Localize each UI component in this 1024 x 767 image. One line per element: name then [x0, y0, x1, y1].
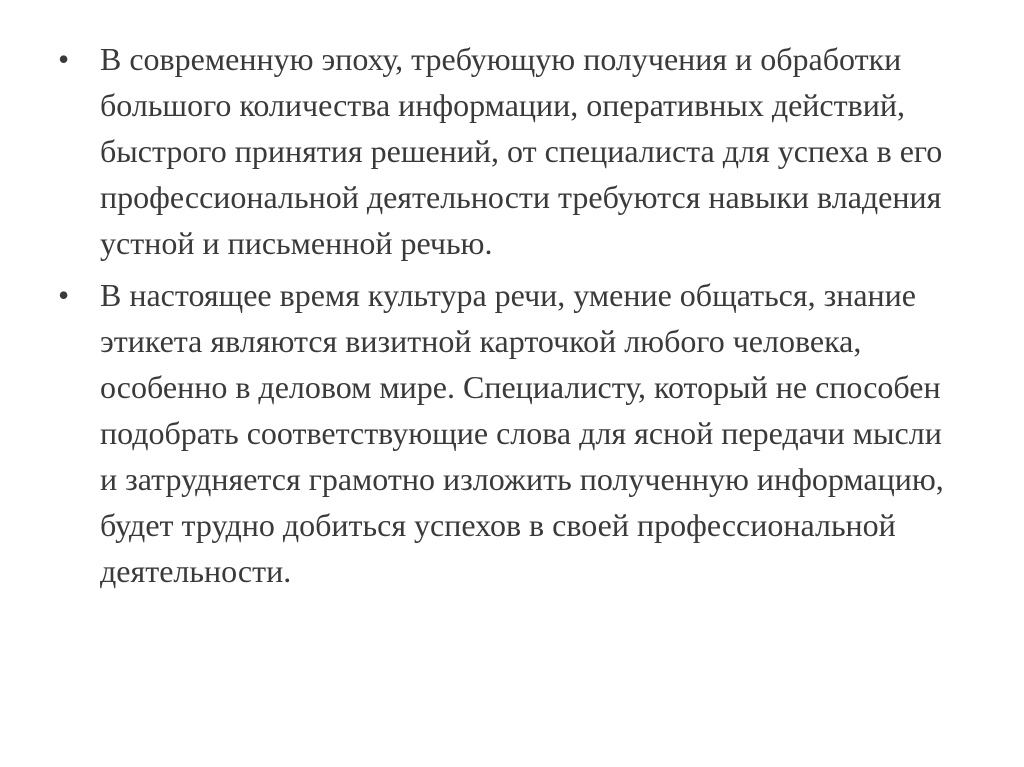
- bullet-item-2: [58, 272, 958, 594]
- bullet-marker-icon: •: [58, 41, 70, 77]
- bullet-text-1: В современную эпоху, требующую получения и обработки большого количества информации, оперативных действий, быстрого принятия решений, от специалиста для успеха в его профессиональной деятельности требуются навыки владения устной и письменной речью.: [100, 41, 943, 261]
- bullet-list: [58, 36, 958, 600]
- bullet-text-2: В настоящее время культура речи, умение общаться, знание этикета являются визитной карточкой любого человека, особенно в деловом мире. Специалисту, который не способен подобрать соответствующие слова для ясной передачи мысли и затрудняется грамотно изложить полученную информацию, будет трудно добиться успехов в своей профессиональной деятельности.: [100, 277, 944, 589]
- bullet-marker-icon: •: [58, 277, 70, 313]
- bullet-item-1: [58, 36, 958, 266]
